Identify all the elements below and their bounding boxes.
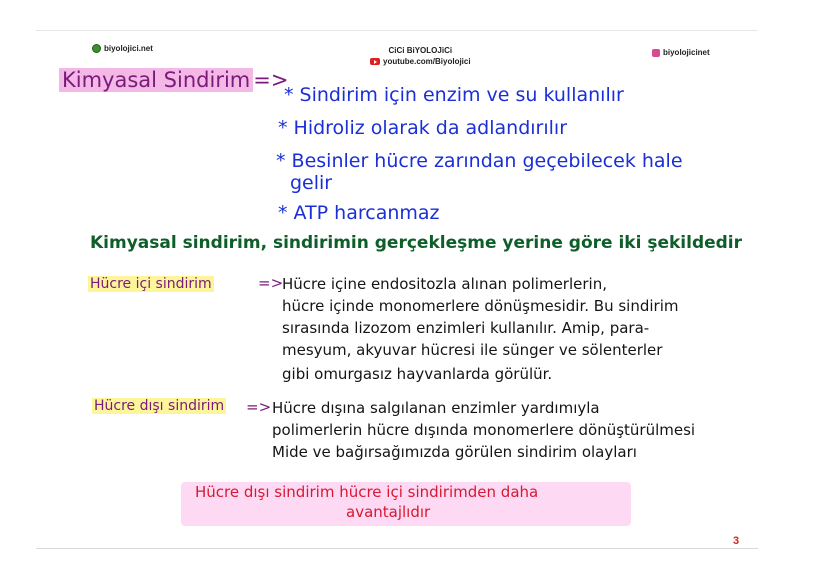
header-channel-title: CiCi BiYOLOJiCi — [388, 46, 453, 55]
globe-icon — [92, 44, 101, 53]
green-summary-line: Kimyasal sindirim, sindirimin gerçekleşme yerine göre iki şekildedir — [90, 233, 743, 253]
note-line-1: Hücre dışı sindirim hücre içi sindirimden daha — [195, 483, 539, 501]
header-website-text: biyolojici.net — [104, 44, 153, 53]
kimyasal-bullet-3: * Besinler hücre zarından geçebilecek hale — [276, 150, 683, 172]
hucre-disi-title-text: Hücre dışı sindirim — [94, 398, 225, 414]
hucre-ici-title — [88, 276, 214, 292]
hucre-ici-line-4: mesyum, akyuvar hücresi ile sünger ve sölenterler — [282, 341, 663, 359]
hucre-disi-line-2: polimerlerin hücre dışında monomerlere dönüştürülmesi — [272, 421, 696, 439]
kimyasal-bullet-1: * Sindirim için enzim ve su kullanılır — [284, 84, 624, 106]
hucre-ici-arrow: => — [258, 274, 284, 292]
hucre-ici-line-3: sırasında lizozom enzimleri kullanılır. Amip, para- — [282, 319, 650, 337]
page-number: 3 — [733, 535, 740, 547]
top-divider — [36, 30, 758, 31]
youtube-icon — [370, 58, 380, 65]
header-instagram — [652, 48, 710, 57]
hucre-disi-line-3: Mide ve bağırsağımızda görülen sindirim olayları — [272, 443, 637, 461]
kimyasal-title-text: Kimyasal Sindirim — [59, 68, 253, 92]
kimyasal-arrow: => — [253, 68, 289, 92]
hucre-ici-line-5: gibi omurgasız hayvanlarda görülür. — [282, 365, 553, 383]
header-website — [92, 44, 153, 53]
header-instagram-text: biyolojicinet — [663, 48, 710, 57]
kimyasal-bullet-2: * Hidroliz olarak da adlandırılır — [278, 117, 568, 139]
kimyasal-bullet-3-cont: gelir — [290, 172, 333, 194]
note-line-2: avantajlıdır — [346, 503, 431, 521]
hucre-ici-title-text: Hücre içi sindirim — [90, 276, 212, 292]
hucre-disi-title — [92, 398, 226, 414]
hucre-disi-line-1: Hücre dışına salgılanan enzimler yardımıyla — [272, 399, 600, 417]
kimyasal-title — [59, 68, 288, 92]
hucre-ici-line-1: Hücre içine endositozla alınan polimerlerin, — [282, 275, 607, 293]
hucre-disi-arrow: => — [246, 398, 272, 416]
hucre-ici-line-2: hücre içinde monomerlere dönüşmesidir. Bu sindirim — [282, 297, 679, 315]
header-youtube-url: youtube.com/Biyolojici — [383, 57, 471, 66]
instagram-icon — [652, 49, 660, 57]
kimyasal-bullet-4: * ATP harcanmaz — [278, 202, 440, 224]
header-channel — [370, 46, 471, 66]
bottom-divider — [36, 548, 758, 549]
